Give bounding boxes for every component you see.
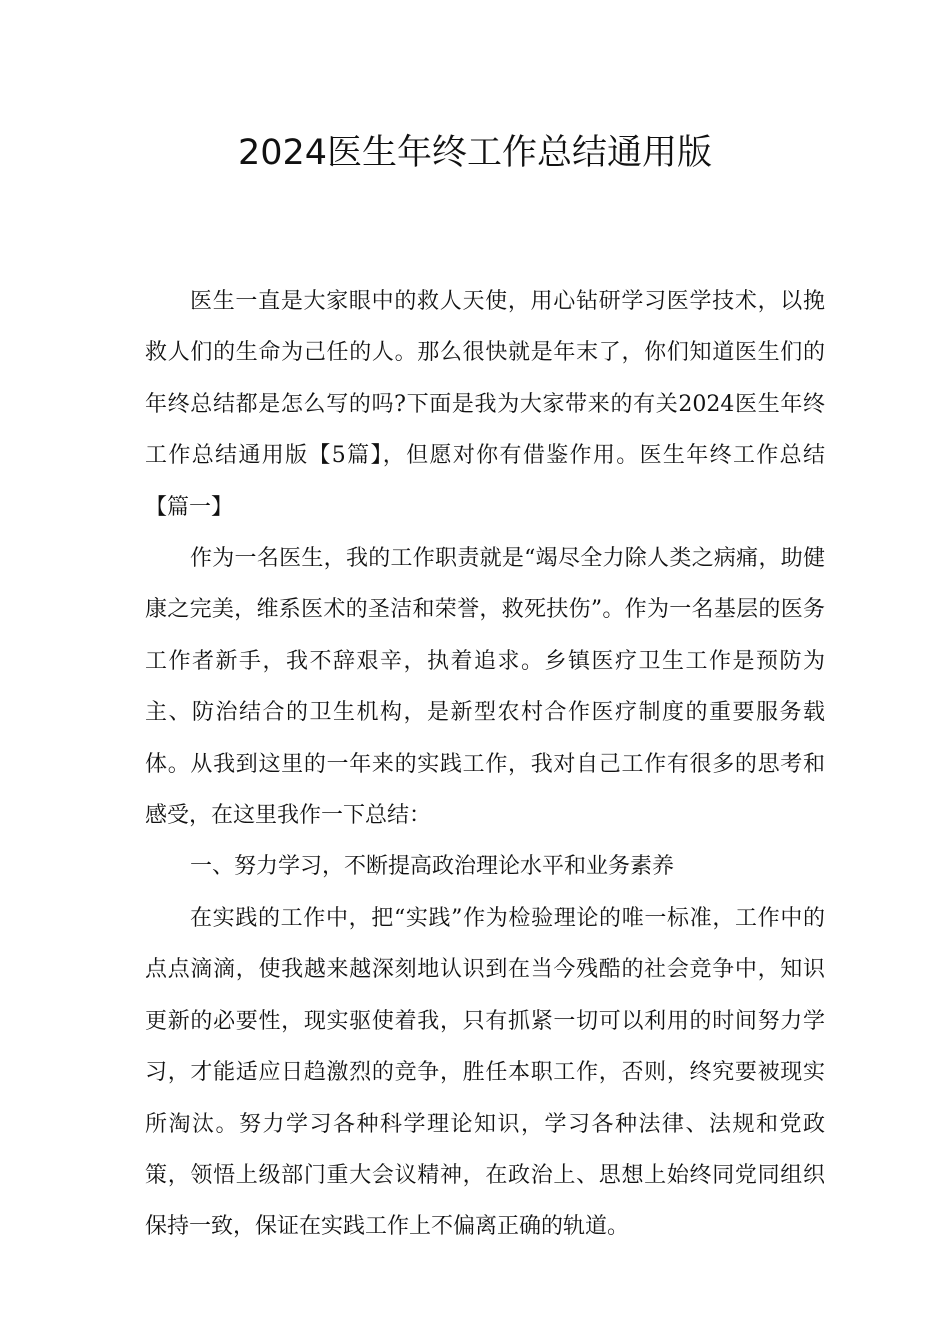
document-body — [145, 276, 825, 1253]
document-title: 2024医生年终工作总结通用版 — [237, 133, 713, 173]
paragraph-duty: 作为一名医生，我的工作职责就是“竭尽全力除人类之病痛，助健康之完美，维系医术的圣洁和荣誉，救死扶伤”。作为一名基层的医务工作者新手，我不辞艰辛，执着追求。乡镇医疗卫生工作是预防为主、防治结合的卫生机构，是新型农村合作医疗制度的重要服务载体。从我到这里的一年来的实践工作，我对自己工作有很多的思考和感受，在这里我作一下总结： — [145, 546, 825, 829]
section-heading-1: 一、努力学习，不断提高政治理论水平和业务素养 — [190, 854, 675, 880]
paragraph-intro: 医生一直是大家眼中的救人天使，用心钻研学习医学技术，以挽救人们的生命为己任的人。那么很快就是年末了，你们知道医生们的年终总结都是怎么写的吗?下面是我为大家带来的有关2024医生年终工作总结通用版【5篇】，但愿对你有借鉴作用。医生年终工作总结【篇一】 — [145, 289, 825, 520]
paragraph-study: 在实践的工作中，把“实践”作为检验理论的唯一标准，工作中的点点滴滴，使我越来越深刻地认识到在当今残酷的社会竞争中，知识更新的必要性，现实驱使着我，只有抓紧一切可以利用的时间努力学习，才能适应日趋激烈的竞争，胜任本职工作，否则，终究要被现实所淘汰。努力学习各种科学理论知识，学习各种法律、法规和党政策，领悟上级部门重大会议精神，在政治上、思想上始终同党同组织保持一致，保证在实践工作上不偏离正确的轨道。 — [145, 905, 825, 1240]
